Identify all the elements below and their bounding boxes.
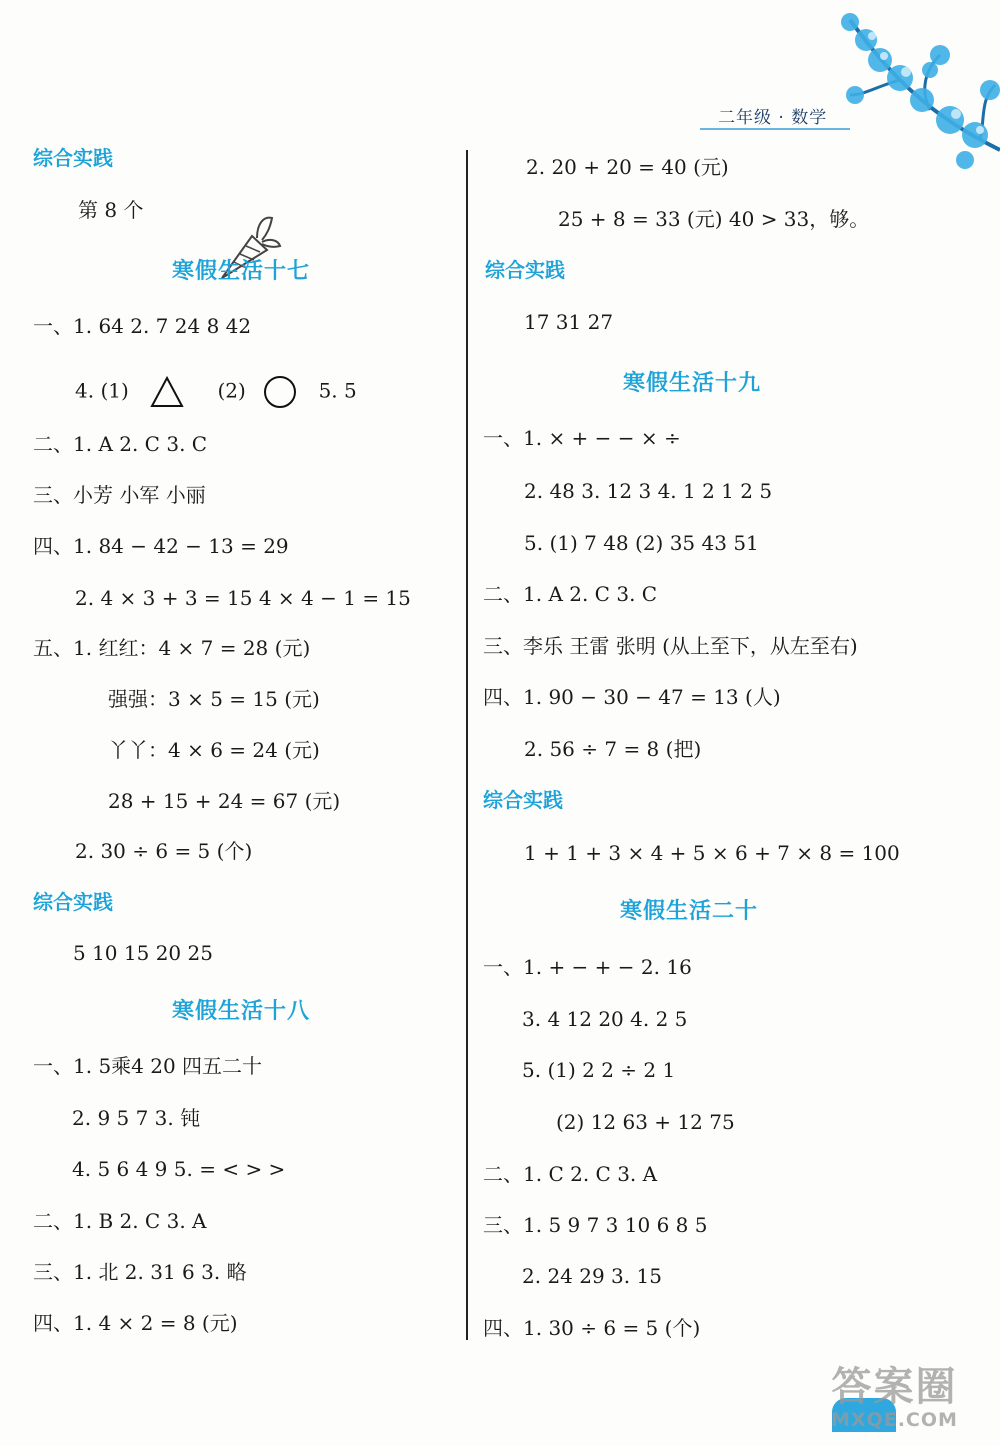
watermark [807, 1365, 982, 1435]
answer-line: 2. 20 + 20 = 40 (元) [526, 155, 729, 179]
answer-line: 5 10 15 20 25 [73, 941, 213, 965]
answer-line: 丫丫：4 × 6 = 24 (元) [108, 738, 320, 762]
section-title-20: 寒假生活二十 [620, 899, 759, 924]
answer-line: 一、1. + − + − 2. 16 [483, 955, 692, 979]
answer-line: 第 8 个 [78, 198, 144, 222]
answer-text: 4. (1) [75, 378, 129, 403]
answer-line: 四、1. 30 ÷ 6 = 5 (个) [483, 1316, 701, 1340]
answer-line: 2. 9 5 7 3. 钝 [72, 1106, 201, 1130]
circle-icon [262, 374, 298, 410]
column-divider [466, 150, 468, 1340]
answer-line: 5. (1) 2 2 ÷ 2 1 [522, 1058, 676, 1082]
section-title-19: 寒假生活十九 [623, 371, 762, 396]
answer-line: 二、1. A 2. C 3. C [33, 432, 208, 456]
answer-line: 三、1. 北 2. 31 6 3. 略 [33, 1260, 247, 1284]
answer-line: 四、1. 90 − 30 − 47 = 13 (人) [483, 685, 781, 709]
answer-line: 三、李乐 王雷 张明 (从上至下，从左至右) [483, 634, 858, 658]
answer-line: 2. 24 29 3. 15 [522, 1264, 662, 1288]
answer-line: 三、小芳 小军 小丽 [33, 483, 206, 507]
practice-heading: 综合实践 [33, 890, 113, 914]
answer-line: 25 + 8 = 33 (元) 40 > 33，够。 [558, 207, 870, 231]
answer-line: 2. 48 3. 12 3 4. 1 2 1 2 5 [524, 479, 773, 503]
answer-line: 四、1. 4 × 2 = 8 (元) [33, 1311, 238, 1335]
answer-line: 2. 56 ÷ 7 = 8 (把) [524, 737, 702, 761]
grade-subject-label: 二年级 · 数学 [718, 108, 828, 128]
practice-heading: 综合实践 [483, 788, 563, 812]
section-title-18: 寒假生活十八 [172, 999, 311, 1024]
answer-line: 5. (1) 7 48 (2) 35 43 51 [524, 531, 759, 555]
practice-heading: 综合实践 [485, 258, 565, 282]
practice-heading: 综合实践 [33, 146, 113, 170]
header-underline [700, 128, 850, 130]
section-title-17: 寒假生活十七 [172, 259, 311, 284]
answer-text: 5. 5 [318, 378, 357, 403]
answer-line: 4. 5 6 4 9 5. = < > > [72, 1157, 286, 1181]
plum-branch-decoration [780, 0, 1000, 190]
answer-line: (2) 12 63 + 12 75 [556, 1110, 735, 1134]
answer-line: 一、1. × + − − × ÷ [483, 426, 681, 450]
answer-line: 1 + 1 + 3 × 4 + 5 × 6 + 7 × 8 = 100 [524, 841, 900, 865]
answer-line: 17 31 27 [524, 310, 614, 334]
answer-line: 三、1. 5 9 7 3 10 6 8 5 [483, 1213, 708, 1237]
watermark-url: MXQE.COM [831, 1409, 958, 1431]
answer-line: 2. 30 ÷ 6 = 5 (个) [75, 839, 253, 863]
answer-line: 二、1. C 2. C 3. A [483, 1162, 658, 1186]
answer-line: 强强：3 × 5 = 15 (元) [108, 687, 320, 711]
answer-line [75, 374, 357, 410]
answer-line: 28 + 15 + 24 = 67 (元) [108, 789, 341, 813]
watermark-logo-text: 答案圈 [831, 1364, 958, 1410]
answer-line: 一、1. 5乘4 20 四五二十 [33, 1054, 263, 1078]
answer-line: 四、1. 84 − 42 − 13 = 29 [33, 534, 289, 558]
answer-line: 五、1. 红红：4 × 7 = 28 (元) [33, 636, 311, 660]
answer-text: (2) [217, 378, 246, 403]
triangle-icon [149, 375, 185, 409]
answer-line: 二、1. A 2. C 3. C [483, 582, 658, 606]
answer-line: 二、1. B 2. C 3. A [33, 1209, 207, 1233]
answer-line: 3. 4 12 20 4. 2 5 [522, 1007, 688, 1031]
answer-line: 2. 4 × 3 + 3 = 15 4 × 4 − 1 = 15 [75, 586, 411, 610]
answer-line: 一、1. 64 2. 7 24 8 42 [33, 314, 252, 338]
